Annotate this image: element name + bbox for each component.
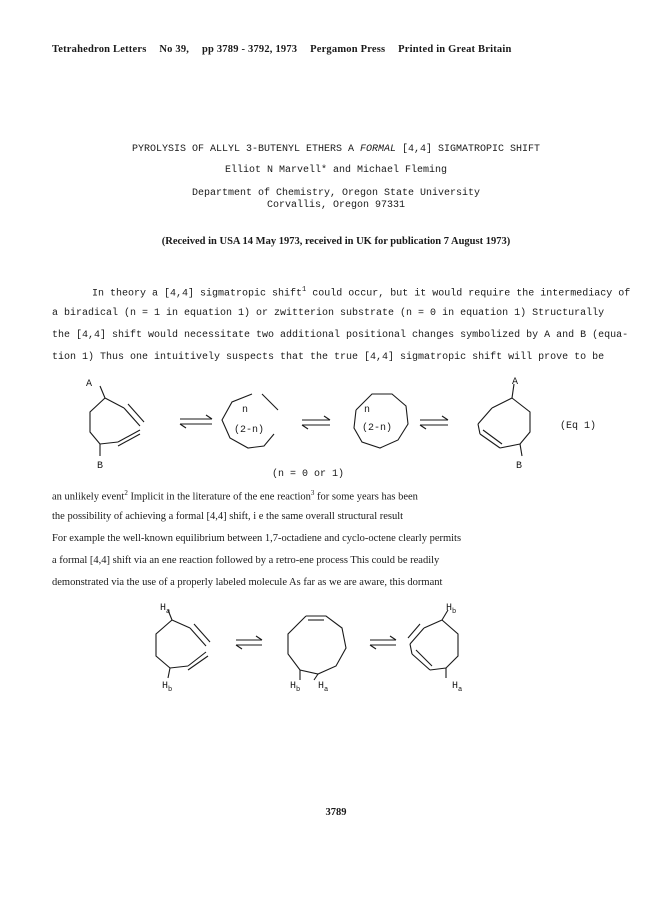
scheme2-h-b-left: $H_b$ (162, 681, 173, 694)
scheme-2-equation (0, 598, 672, 698)
p2-line-4: a formal [4,4] shift via an ene reaction followed by a retro-ene process This could be readily (52, 555, 440, 566)
received-date: (Received in USA 14 May 1973, received in UK for publication 7 August 1973) (161, 236, 511, 247)
scheme2-h-b-mid: $H_b$ (290, 681, 301, 694)
scheme2-h-a-mid: $H_a$ (318, 681, 329, 694)
journal-pages: pp 3789 - 3792, 1973 (201, 44, 298, 55)
title-italic: FORMAL (360, 144, 397, 155)
authors: Elliot N Marvell* and Michael Fleming (224, 165, 448, 176)
affiliation (0, 188, 672, 212)
affiliation-line-2: Corvallis, Oregon 97331 (266, 200, 406, 211)
scheme1-label-a-right: A (512, 377, 519, 388)
journal-header (52, 44, 522, 55)
scheme1-n-right: n (364, 405, 371, 416)
scheme1-caption: (n = 0 or 1) (272, 469, 345, 480)
title-rest: [4,4] SIGMATROPIC SHIFT (402, 144, 541, 155)
p1-line-3: the [4,4] shift would necessitate two additional positional changes symbolized by A and B (equa- (52, 330, 629, 341)
scheme1-2n-left: (2-n) (234, 425, 265, 436)
printed-in: Printed in Great Britain (398, 44, 512, 55)
journal-issue: No 39, (159, 44, 190, 55)
p2-line-2: the possibility of achieving a formal [4,4] shift, i e the same overall structural result (52, 511, 404, 522)
p1-line-2: a biradical (n = 1 in equation 1) or zwitterion substrate (n = 0 in equation 1) Structurally (52, 308, 605, 319)
scheme1-2n-right: (2-n) (362, 423, 393, 434)
article-title (0, 144, 672, 155)
scheme2-h-a-left: $H_a$ (160, 603, 171, 616)
scheme1-label-b-left: B (97, 461, 104, 472)
title-main: PYROLYSIS OF ALLYL 3-BUTENYL ETHERS A (131, 144, 354, 155)
p1-line-4: tion 1) Thus one intuitively suspects that the true [4,4] sigmatropic shift will prove to be (52, 352, 605, 363)
page-number: 3789 (325, 807, 347, 818)
publisher: Pergamon Press (310, 44, 386, 55)
scheme1-label-a-left: A (86, 379, 93, 390)
scheme-1-equation (0, 372, 672, 482)
p2-line-3: For example the well-known equilibrium between 1,7-octadiene and cyclo-octene clearly permits (52, 533, 462, 544)
p1-line-1: In theory a [4,4] sigmatropic shift$^1$ could occur, but it would require the intermediacy of (92, 286, 631, 300)
scheme1-eq-label: (Eq 1) (560, 421, 597, 432)
scheme2-h-a-right: $H_a$ (452, 681, 463, 694)
p2-line-1: an unlikely event$^2$ Implicit in the literature of the ene reaction$^3$ for some years has been (52, 489, 418, 503)
p2-line-5: demonstrated via the use of a properly labeled molecule As far as we are aware, this dormant (52, 577, 443, 588)
scheme2-h-b-right: $H_b$ (446, 603, 457, 616)
affiliation-line-1: Department of Chemistry, Oregon State University (191, 188, 481, 199)
journal-name: Tetrahedron Letters (52, 44, 147, 55)
scheme1-label-b-right: B (516, 461, 523, 472)
scheme1-n-left: n (242, 405, 249, 416)
